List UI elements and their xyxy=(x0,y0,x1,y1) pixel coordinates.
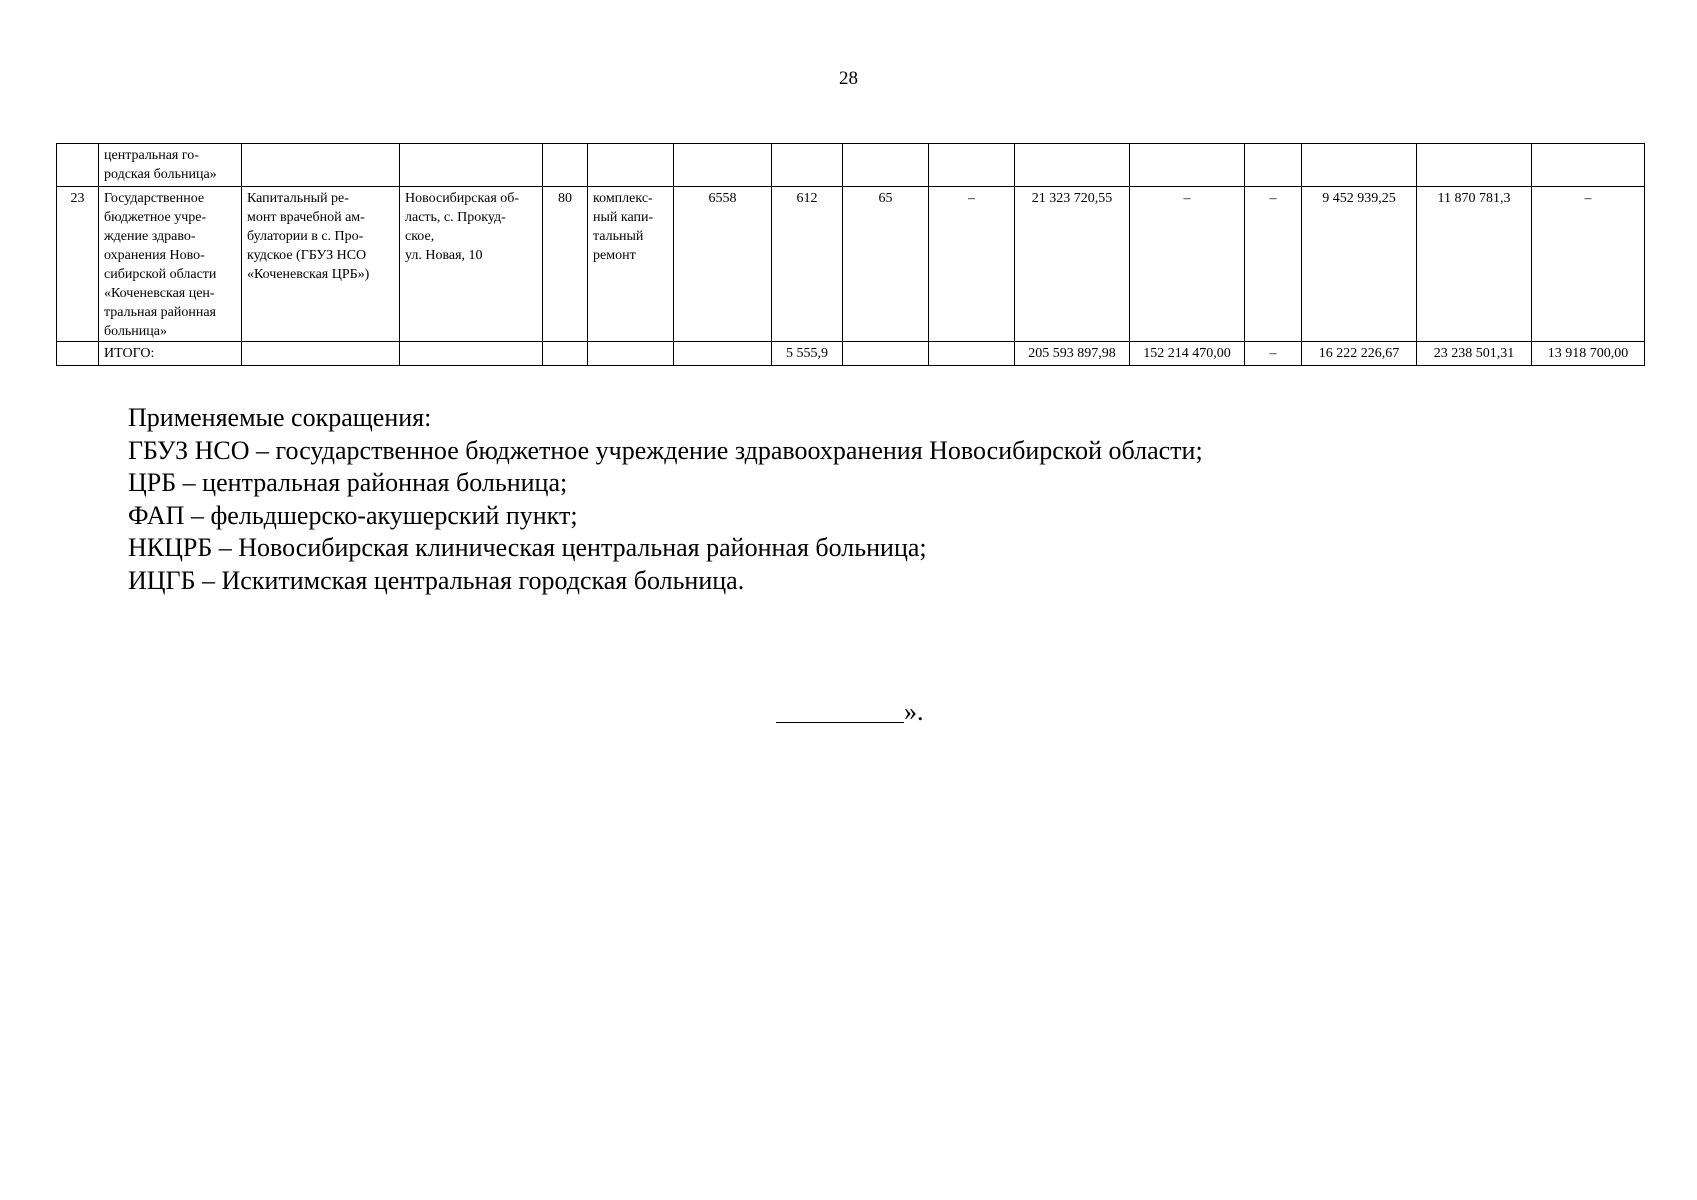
table-row xyxy=(57,144,1645,187)
abbreviation-item: ИЦГБ – Искитимская центральная городская больница. xyxy=(128,565,745,595)
cell-number xyxy=(57,144,99,187)
cell-institution: Государственное бюджетное учре- ждение здраво- охранения Ново- сибирской области «Коченевская цен- тральная районная больница» xyxy=(99,187,242,342)
cell-total-label: ИТОГО: xyxy=(99,342,242,366)
cell-total-c8: 5 555,9 xyxy=(772,342,843,366)
closing-line xyxy=(776,697,924,727)
cell-c12: – xyxy=(1130,187,1245,342)
cell-c15: 11 870 781,3 xyxy=(1417,187,1532,342)
cell-c14: 9 452 939,25 xyxy=(1302,187,1417,342)
abbreviation-item: ЦРБ – центральная районная больница; xyxy=(128,468,568,497)
abbreviation-item: ГБУЗ НСО – государственное бюджетное учреждение здравоохранения Новосибирской области; xyxy=(128,435,1203,465)
cell-institution: центральная го- родская больница» xyxy=(99,144,242,187)
cell-c7: 6558 xyxy=(674,187,772,342)
table-row-total xyxy=(57,342,1645,366)
cell-total-c16: 13 918 700,00 xyxy=(1532,342,1645,366)
objects-table xyxy=(56,143,1645,366)
abbreviation-item: НКЦРБ – Новосибирская клиническая центральная районная больница; xyxy=(128,533,927,562)
cell-work-type: комплекс- ный капи- тальный ремонт xyxy=(588,187,674,342)
closing-mark: ». xyxy=(904,697,924,726)
abbreviation-item: ФАП – фельдшерско-акушерский пункт; xyxy=(128,500,578,530)
cell-total-c11: 205 593 897,98 xyxy=(1015,342,1130,366)
cell-object: Капитальный ре- монт врачебной ам- булатории в с. Про- кудское (ГБУЗ НСО «Коченевская ЦРБ») xyxy=(242,187,400,342)
signature-blank xyxy=(776,698,904,723)
cell-address: Новосибирская об- ласть, с. Прокуд- ское, ул. Новая, 10 xyxy=(400,187,543,342)
cell-c8: 612 xyxy=(772,187,843,342)
abbreviations-block xyxy=(128,402,1203,597)
page-number: 28 xyxy=(839,68,858,89)
table-row xyxy=(57,187,1645,342)
cell-number: 23 xyxy=(57,187,99,342)
cell-c11: 21 323 720,55 xyxy=(1015,187,1130,342)
cell-c16: – xyxy=(1532,187,1645,342)
cell-c9: 65 xyxy=(843,187,929,342)
abbreviations-heading: Применяемые сокращения: xyxy=(128,403,432,432)
cell-c10: – xyxy=(929,187,1015,342)
cell-total-c14: 16 222 226,67 xyxy=(1302,342,1417,366)
cell-total-c13: – xyxy=(1245,342,1302,366)
cell-total-c12: 152 214 470,00 xyxy=(1130,342,1245,366)
cell-total-c15: 23 238 501,31 xyxy=(1417,342,1532,366)
cell-c13: – xyxy=(1245,187,1302,342)
cell-c5: 80 xyxy=(543,187,588,342)
